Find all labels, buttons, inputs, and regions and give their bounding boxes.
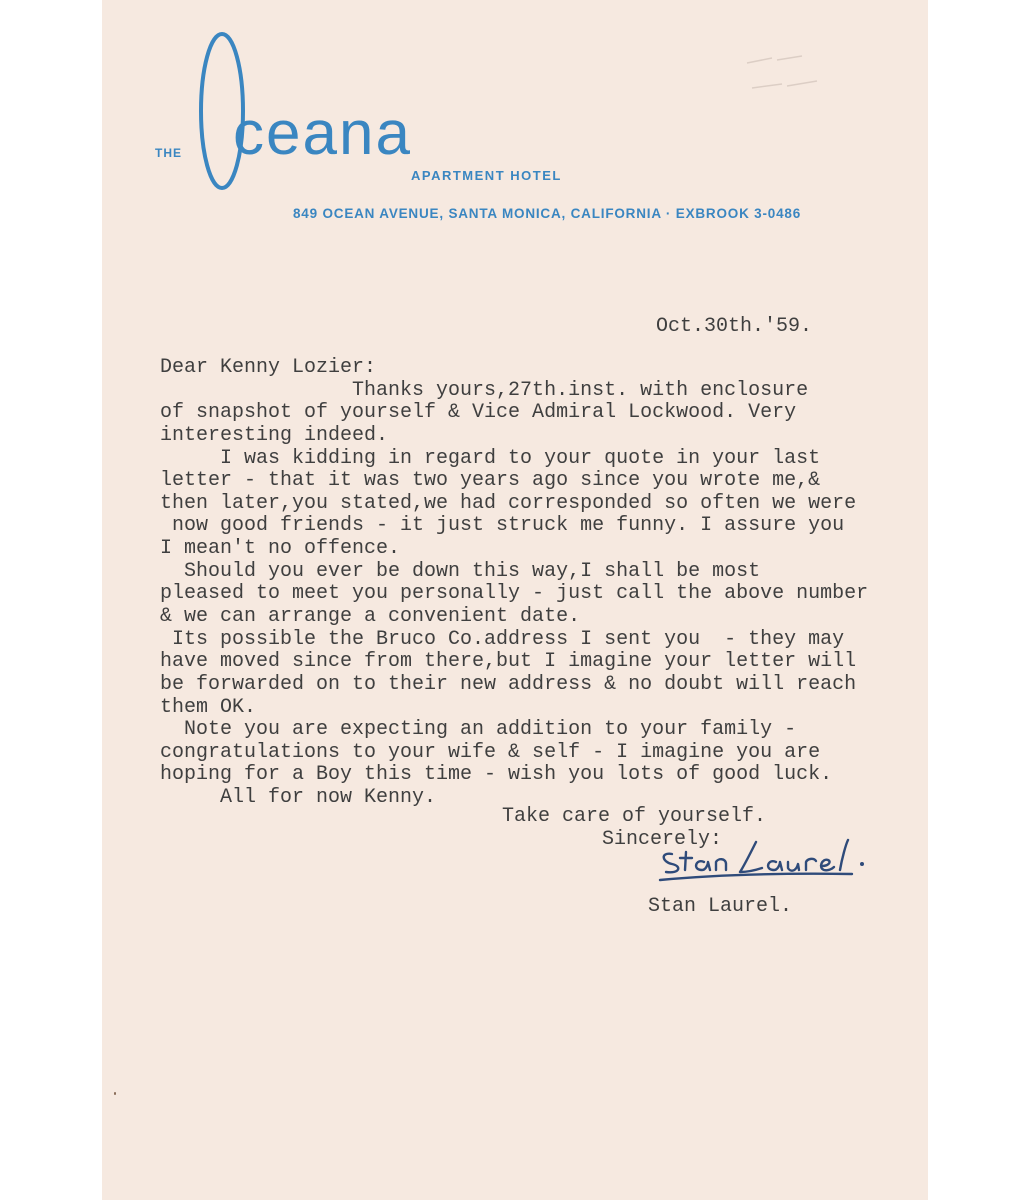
letter-line-3: interesting indeed. [160, 424, 389, 447]
hotel-subtitle: APARTMENT HOTEL [411, 168, 562, 183]
letterhead-the: THE [155, 146, 182, 160]
letter-line-17: congratulations to your wife & self - I imagine you are [160, 741, 821, 764]
letter-line-1: Thanks yours,27th.inst. with enclosure [160, 379, 809, 402]
pencil-mark [742, 48, 832, 108]
letter-line-6: then later,you stated,we had corresponded so often we were [160, 492, 857, 515]
letter-page [102, 0, 928, 1200]
letter-line-7: now good friends - it just struck me funny. I assure you [160, 514, 845, 537]
letter-line-12: Its possible the Bruco Co.address I sent you - they may [160, 628, 845, 651]
hotel-address: 849 OCEAN AVENUE, SANTA MONICA, CALIFORNIA · EXBROOK 3-0486 [293, 206, 802, 221]
letter-line-4: I was kidding in regard to your quote in your last [160, 447, 821, 470]
letter-line-14: be forwarded on to their new address & no doubt will reach [160, 673, 857, 696]
letter-date: Oct.30th.'59. [656, 315, 813, 338]
salutation: Dear Kenny Lozier: [160, 356, 377, 379]
letter-line-18: hoping for a Boy this time - wish you lots of good luck. [160, 763, 833, 786]
handwritten-signature [652, 828, 872, 892]
letter-line-15: them OK. [160, 696, 257, 719]
closing: Sincerely: [602, 828, 723, 851]
hotel-name: ceana [233, 99, 412, 168]
letter-line-5: letter - that it was two years ago since you wrote me,& [160, 469, 821, 492]
typed-name: Stan Laurel. [648, 895, 793, 918]
paper-speck [114, 1092, 116, 1095]
letter-line-11: & we can arrange a convenient date. [160, 605, 581, 628]
letter-line-10: pleased to meet you personally - just call the above number [160, 582, 869, 605]
letter-line-2: of snapshot of yourself & Vice Admiral Lockwood. Very [160, 401, 797, 424]
letter-line-13: have moved since from there,but I imagine your letter will [160, 650, 857, 673]
letter-line-9: Should you ever be down this way,I shall be most [160, 560, 761, 583]
letter-line-19: All for now Kenny. [160, 786, 437, 809]
letter-line-8: I mean't no offence. [160, 537, 401, 560]
closing-line: Take care of yourself. [502, 805, 767, 828]
letter-line-16: Note you are expecting an addition to your family - [160, 718, 797, 741]
